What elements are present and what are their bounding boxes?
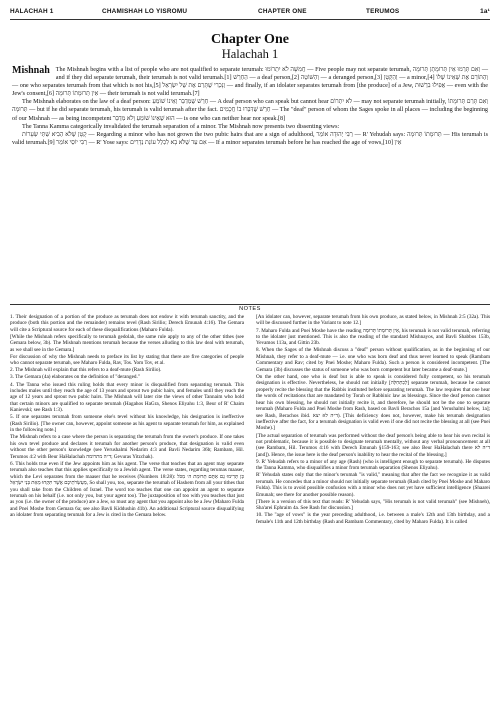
running-head-chapter: CHAPTER ONE [258, 8, 307, 15]
chapter-title: Chapter One [211, 32, 289, 47]
note-paragraph: 2. The Mishnah will explain that this refers to a deaf-mute (Rash Sirilio). [10, 367, 162, 374]
folio-number: 1a¹ [480, 8, 490, 15]
note-paragraph: 10. The "age of vows" is the year preceding adulthood, i.e. between a male's 12th and 13th birthday, and a female's 11th and 12th birthday (Rash and Rambam Commentary, cited by Maharo Fulda). It is called [256, 512, 490, 525]
running-head-tractate: TERUMOS [366, 8, 400, 15]
note-paragraph: The Mishnah refers to a case where the person is separating the terumah from the owner's produce. If one takes his own tevel produce and declares it terumah for another person's produce, that designation is valid even without the other person's knowledge (see Yerushalmi Nedarim 4:3 and Bavli Nedarim 36b; Rambam, Hil. Terumos 4:2 with Beur HaHalachah ד״ה מתרומה; Gevuras Yitzchak). [10, 434, 244, 460]
note-paragraph: 5. If one separates terumah from someone else's tevel without his knowledge, his designation is ineffective (Rash Sirilio). [The owner can, however, appoint someone as his agent to separate terumah for him, as explained in the following note.] [10, 414, 244, 434]
note-paragraph: 4. The Tanna who issued this ruling holds that every minor is disqualified from separating terumah. This includes males until they reach the age of 13 years and sprout two pubic hairs, and females until they reach the age of 12 years and sprout two pubic hairs. The Mishnah will later cite the views of other Tannaim who hold that certain minors are qualified to separate terumah (Hagahos HaGra, Shenos Eliyahu 1:3, Beur of R' Chaim Kanievski; see Rash 1:3). [10, 381, 244, 414]
note-paragraph: 8. When the Sages of the Mishnah discuss a "deaf" person without qualification, as in the beginning of our Mishnah, they refer to a deaf-mute — i.e. one who was born deaf and thus never learned to speak (Rambam Commentary and Rav; cited by Pnei Moshe; Maharo Fulda). Such a person is considered incompetent. [The Gemara (3b) discusses the status of someone who was born competent but later became a deaf-mute.] [256, 347, 490, 373]
note-paragraph: 9. R' Yehudah refers to a minor of any age (Rash) (who is intelligent enough to separate terumah). He disputes the Tanna Kamma, who disqualifies a minor from terumah separation (Shenos Eliyahu). [256, 458, 490, 472]
running-head-tractate-section: CHAMISHAH LO YISROMU [102, 8, 188, 15]
note-paragraph: 1. Their designation of a portion of the produce as terumah does not endow it with terumah sanctity, and the produce (both this portion and the remainder) remains tevel (Rash Sirilio; Derech Emunah 4:16). The Gemara will cite a Scriptural source for each of these disqualifications (Maharo Fulda). [10, 314, 244, 333]
note-paragraph: [An idolater can, however, separate terumah from his own produce, as stated below, in Mishnah 2:5 (32a). This will be discussed further in the Variant to note 12.] [256, 314, 490, 327]
mishnah-text [12, 66, 488, 147]
mishnah-paragraph: The Tanna Kamma categorically invalidated the terumah separation of a minor. The Mishnah now presents two dissenting views: [22, 123, 340, 130]
mishnah-label: Mishnah [12, 65, 50, 76]
header-rule [10, 19, 490, 20]
note-paragraph: 6. This holds true even if the Jew appoints him as his agent. The verse that teaches that an agent may separate terumah also teaches that this applies specifically to a Jewish agent. The verse states, regarding terumas maaser, which the Levi separates from the maaser that he receives (Numbers 18:28): כֵּן תָּרִימוּ גַם אַתֶּם תְּרוּמַת ה׳ מִכֹּל מַעְשְׂרֹתֵיכֶם אֲשֶׁר תִּקְחוּ מֵאֵת בְּנֵי יִשְׂרָאֵל, So shall you, too, separate the terumah of Hashem from all your tithes that you shall take from the Children of Israel. The word too teaches that one can appoint an agent to separate terumah on his behalf (i.e. not only you, but your agent too). The juxtaposition of too with you teaches that just as you (i.e. the owner of the produce) are a Jew, so must any agent that you appoint also be a Jew (Maharo Fulda and Pnei Moshe from Gemara 6a; see also Bavli Kiddushin 41b). An additional Scriptural source disqualifying an idolater from separating terumah for a Jew is cited in the Gemara below. [10, 460, 245, 519]
mishnah-paragraph [12, 66, 488, 98]
mishnah-paragraph-text: The Mishnah begins with a list of people who are not qualified to separate terumah: חֲמִשָּׁה לֹא יִתְרוֹמוּ — Five people may not separate terumah, וְאִם תָּרְמוּ אֵין תְּרוּמָתָן תְּרוּמָה — and if they did separate terumah, their terumah is not valid terumah.[1] הַחֵרֵשׁ — a deaf person,[2] וְהַשּׁוֹטֶה — a deranged person,[3] וְהַקָּטָן — a minor,[4] וְהַתּוֹרֵם אֶת שֶׁאֵינוֹ שֶׁלּוֹ — one who separates terumah from that which is not his,[5] וְנָכְרִי שֶׁתָּרַם אֶת שֶׁל יִשְׂרָאֵל — and finally, if an idolater separates terumah from [the produce] of a Jew, אֲפִילוּ בִרְשׁוּת — even with the Jew's consent,[6] אֵין תְּרוּמָתוֹ תְּרוּמָה — their terumah is not valid terumah.[7] [12, 67, 489, 98]
mishnah-paragraph: The Mishnah elaborates on the law of a deaf person: חֵרֵשׁ שֶׁמְדַבֵּר וְאֵינוֹ שׁוֹמֵעַ — A deaf person who can speak but cannot hear לֹא יִתְרוֹם — may not separate terumah initially, וְאִם תָּרַם תְּרוּמָתוֹ תְּרוּמָה — but if he did separate terumah, his terumah is valid terumah after the fact. חֵרֵשׁ שֶׁדִּבְּרוּ בוֹ חֲכָמִים — The "deaf" person of whom the Sages spoke in all places — including the beginning of our Mishnah — as being incompetent הוּא שֶׁאֵינוֹ שׁוֹמֵעַ וְלֹא מְדַבֵּר — is one who can neither hear nor speak.[8] [12, 99, 489, 122]
notes-columns [10, 314, 490, 714]
note-paragraph: [There is a version of this text that reads: R' Yehudah says, "His terumah is not valid terumah" (see Mishneh), Sha'arei Ephraim 4a. See Rash for discussion.] [256, 498, 490, 512]
note-paragraph: On the other hand, one who is deaf but is able to speak is considered fully competent, so his terumah designation is effective. Nevertheless, he should not initially [לְכַתְּחִלָּה] separate terumah, because he cannot properly recite the blessing that the Rabbis instituted before separating terumah. The law requires that one hear the words of recitations that are mandated by Torah or Rabbinic law as blessings. Since the deaf person cannot hear his own blessing, he should not initially recite it, and therefore, he should not be the one to separate terumah (Maharo Fulda and Pnei Moshe from Rash, based on Bavli Berachos 15a [and Yerushalmi below, 1a]; see Rash, Berachos ibid. ד״ה לא יצא). [This deficiency does not, however, make his terumah designation ineffective after the fact, for a terumah designation is valid even if one did not recite the blessing at all (see Pnei Moshe).] [256, 373, 490, 432]
note-paragraph: [The actual separation of terumah was performed without the deaf person's being able to hear his own recital is not problematic, because it is possible to designate terumah mentally, without any verbal pronouncement at all (see Rambam, Hil. Terumos 4:16 with Derech Emunah §159-163; see also Beur HaHalachah there ד״ה לא [and]). Hence, the issue here is the deaf person's inability to hear the recital of the blessing.] [256, 432, 490, 458]
halacha-title: Halachah 1 [221, 47, 279, 61]
note-paragraph: 7. Maharo Fulda and Pnei Moshe have the reading אֵין תְּרוּמָתוֹ תְּרוּמָה, his terumah is not valid terumah, referring to the idolater just mentioned. This is also the reading of the standard Mishnayos, and Bavli Shabbos 153b, Yevamos 113a, and Gittin 23b. [256, 327, 491, 347]
running-head-halacha: HALACHAH 1 [10, 8, 54, 15]
notes-rule [10, 304, 490, 305]
running-head [10, 8, 490, 18]
mishnah-paragraph: קָטָן שֶׁלֹּא הֵבִיא שְׁתֵּי שְׂעָרוֹת — Regarding a minor who has not grown the two pubic hairs that are a sign of adulthood, רַבִּי יְהוּדָה אוֹמֵר — R' Yehudah says: תְּרוּמָתוֹ תְּרוּמָה — His terumah is valid terumah.[9] רַבִּי יוֹסֵי אוֹמֵר — R' Yose says: אִם עַד שֶׁלֹּא בָא לִכְלַל עוֹנַת נְדָרִים — If a minor separates terumah before he has reached the age of vows,[10] אֵין [12, 131, 488, 146]
note-paragraph: [While the Mishnah refers specifically to terumah gedolah, the same rule apply to any of the other tithes (see Gemara below, 3b). The Mishnah mentions terumah because the verses alluding to this law deal with terumah, as we shall see in the Gemara.] [10, 333, 244, 353]
note-paragraph: R' Yehudah states only that the minor's terumah "is valid," meaning that after the fact we recognize it as valid terumah. He concedes that a minor should not initially separate terumah (Rash cited by Pnei Moshe and Maharo Fulda). This is to avoid possible confusion with a minor who does not yet have sufficient intelligence (Shaarei Emunah; see there for another possible reason). [256, 472, 490, 498]
notes-title: NOTES [239, 306, 261, 312]
note-paragraph: For discussion of why the Mishnah needs to preface its list by stating that there are five categories of people who cannot separate terumah, see Maharo Fulda, Rav, Tos. Yom Tov, et al. [10, 353, 244, 367]
note-paragraph: 3. The Gemara (4a) elaborates on the definition of "deranged." [10, 374, 140, 381]
